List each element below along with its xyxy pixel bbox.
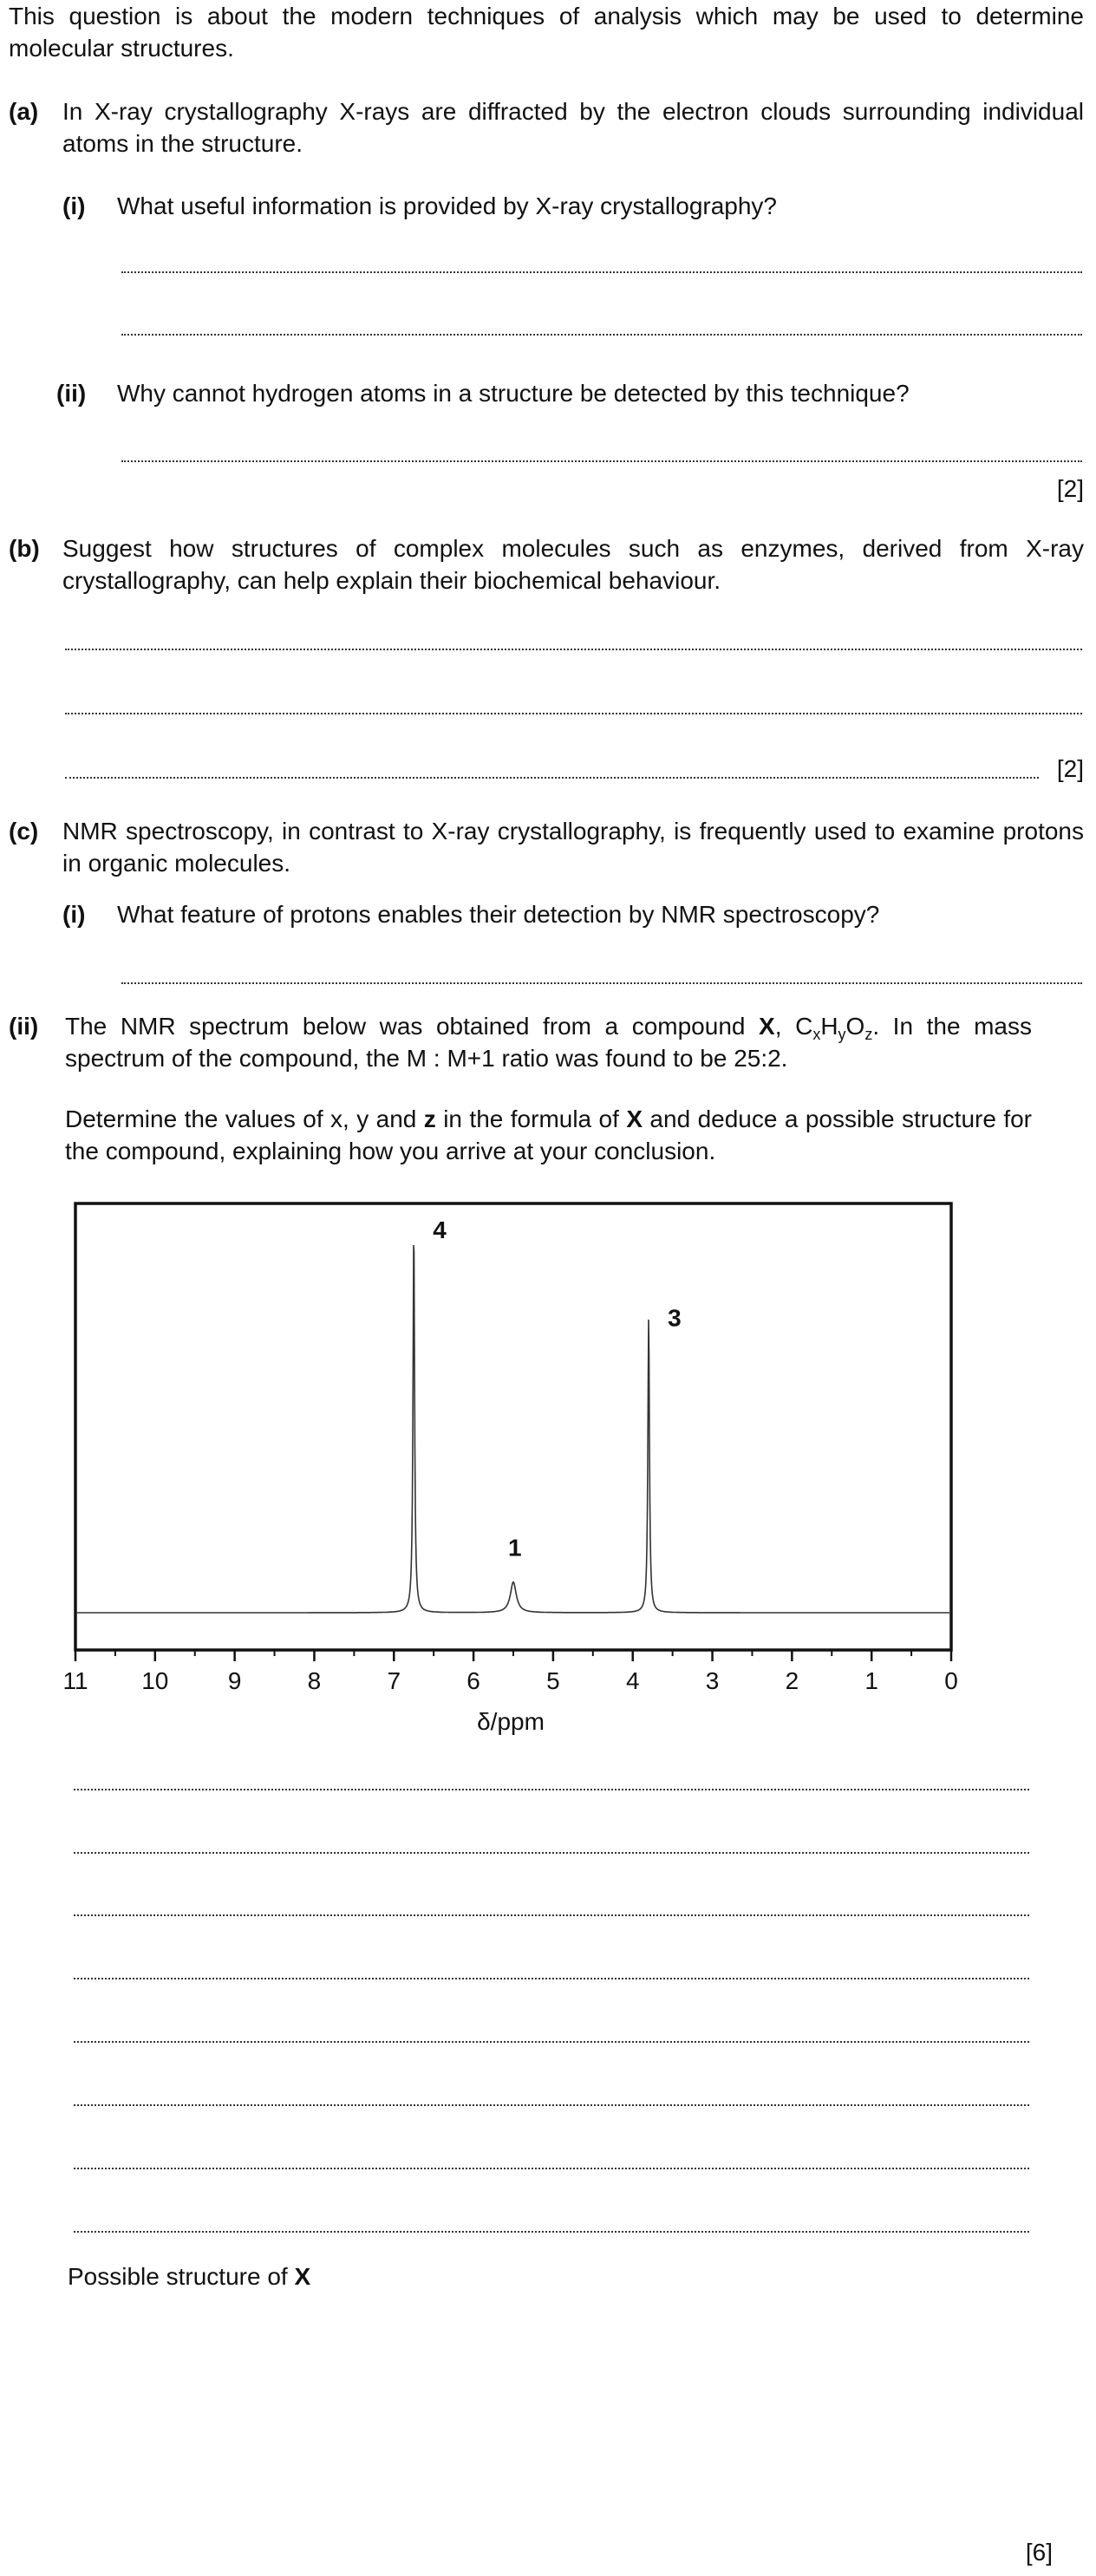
part-a-ii-label: (ii) bbox=[56, 380, 87, 407]
part-a-i-text: What useful information is provided by X-ray crystallography? bbox=[117, 192, 778, 219]
answer-line[interactable] bbox=[121, 271, 1082, 273]
compound-x: X bbox=[759, 1013, 775, 1040]
x-tick-label: 9 bbox=[227, 1667, 242, 1694]
part-a-text: In X-ray crystallography X-rays are diffracted by the electron clouds surrounding individual atoms in the structure. bbox=[62, 98, 1084, 157]
answer-line[interactable] bbox=[74, 2231, 1029, 2233]
x-tick-label: 5 bbox=[546, 1667, 560, 1694]
peak-label: 4 bbox=[433, 1216, 447, 1243]
x-tick-label: 7 bbox=[387, 1667, 401, 1694]
answer-line[interactable] bbox=[74, 2104, 1029, 2106]
x-axis-label: δ/ppm bbox=[477, 1708, 545, 1735]
answer-line[interactable] bbox=[65, 713, 1082, 714]
answer-line[interactable] bbox=[65, 649, 1082, 650]
part-c-ii-determine: Determine the values of x, y and z in the formula of X and deduce a possible structure for the compound, explaining how you arrive at your conclusion. bbox=[65, 1105, 1033, 1164]
answer-line[interactable] bbox=[65, 777, 1039, 779]
x-tick-label: 6 bbox=[466, 1667, 480, 1694]
x-tick-label: 4 bbox=[625, 1667, 640, 1694]
answer-line[interactable] bbox=[74, 1789, 1029, 1790]
part-c-ii-marks: [6] bbox=[1025, 2539, 1053, 2566]
peak-label: 1 bbox=[508, 1534, 522, 1562]
x-tick-label: 8 bbox=[307, 1667, 322, 1694]
part-c-i-text: What feature of protons enables their detection by NMR spectroscopy? bbox=[117, 901, 880, 928]
x-tick-label: 2 bbox=[785, 1667, 799, 1694]
answer-line[interactable] bbox=[74, 2041, 1029, 2043]
part-c-i-label: (i) bbox=[62, 901, 86, 928]
answer-line[interactable] bbox=[121, 334, 1082, 336]
part-b-text: Suggest how structures of complex molecules such as enzymes, derived from X-ray crystallography, can help explain their biochemical behaviour. bbox=[62, 535, 1084, 594]
answer-line[interactable] bbox=[121, 982, 1082, 984]
nmr-spectrum-chart bbox=[52, 1192, 971, 1747]
question-intro: This question is about the modern techniques of analysis which may be used to determine molecular structures. bbox=[9, 3, 1084, 62]
part-a-label: (a) bbox=[9, 98, 39, 125]
possible-structure-label: Possible structure of X bbox=[68, 2263, 311, 2290]
x-tick-label: 0 bbox=[944, 1667, 958, 1694]
part-a-i-label: (i) bbox=[62, 192, 86, 219]
peak-label: 3 bbox=[668, 1304, 682, 1332]
answer-line[interactable] bbox=[74, 1914, 1029, 1916]
part-a-ii-text: Why cannot hydrogen atoms in a structure be detected by this technique? bbox=[117, 380, 910, 407]
answer-line[interactable] bbox=[74, 1852, 1029, 1854]
x-tick-label: 11 bbox=[62, 1667, 88, 1694]
answer-line[interactable] bbox=[121, 460, 1082, 462]
x-tick-label: 10 bbox=[141, 1667, 169, 1694]
x-tick-label: 3 bbox=[705, 1667, 720, 1694]
part-b-label: (b) bbox=[9, 535, 40, 562]
part-c-label: (c) bbox=[9, 818, 39, 845]
part-b-marks: [2] bbox=[1056, 755, 1084, 782]
part-c-ii-label: (ii) bbox=[9, 1013, 39, 1040]
answer-line[interactable] bbox=[74, 1978, 1029, 1979]
x-tick-label: 1 bbox=[864, 1667, 878, 1694]
part-c-ii-text: The NMR spectrum below was obtained from a compound X, $C_xH_yO_z$. In the mass spectrum of the compound, the M : M+1 ratio was found to be 25:2. bbox=[65, 1013, 1033, 1072]
part-c-text: NMR spectroscopy, in contrast to X-ray crystallography, is frequently used to examine protons in organic molecules. bbox=[62, 818, 1084, 877]
part-a-marks: [2] bbox=[1056, 475, 1084, 502]
answer-line[interactable] bbox=[74, 2168, 1029, 2169]
